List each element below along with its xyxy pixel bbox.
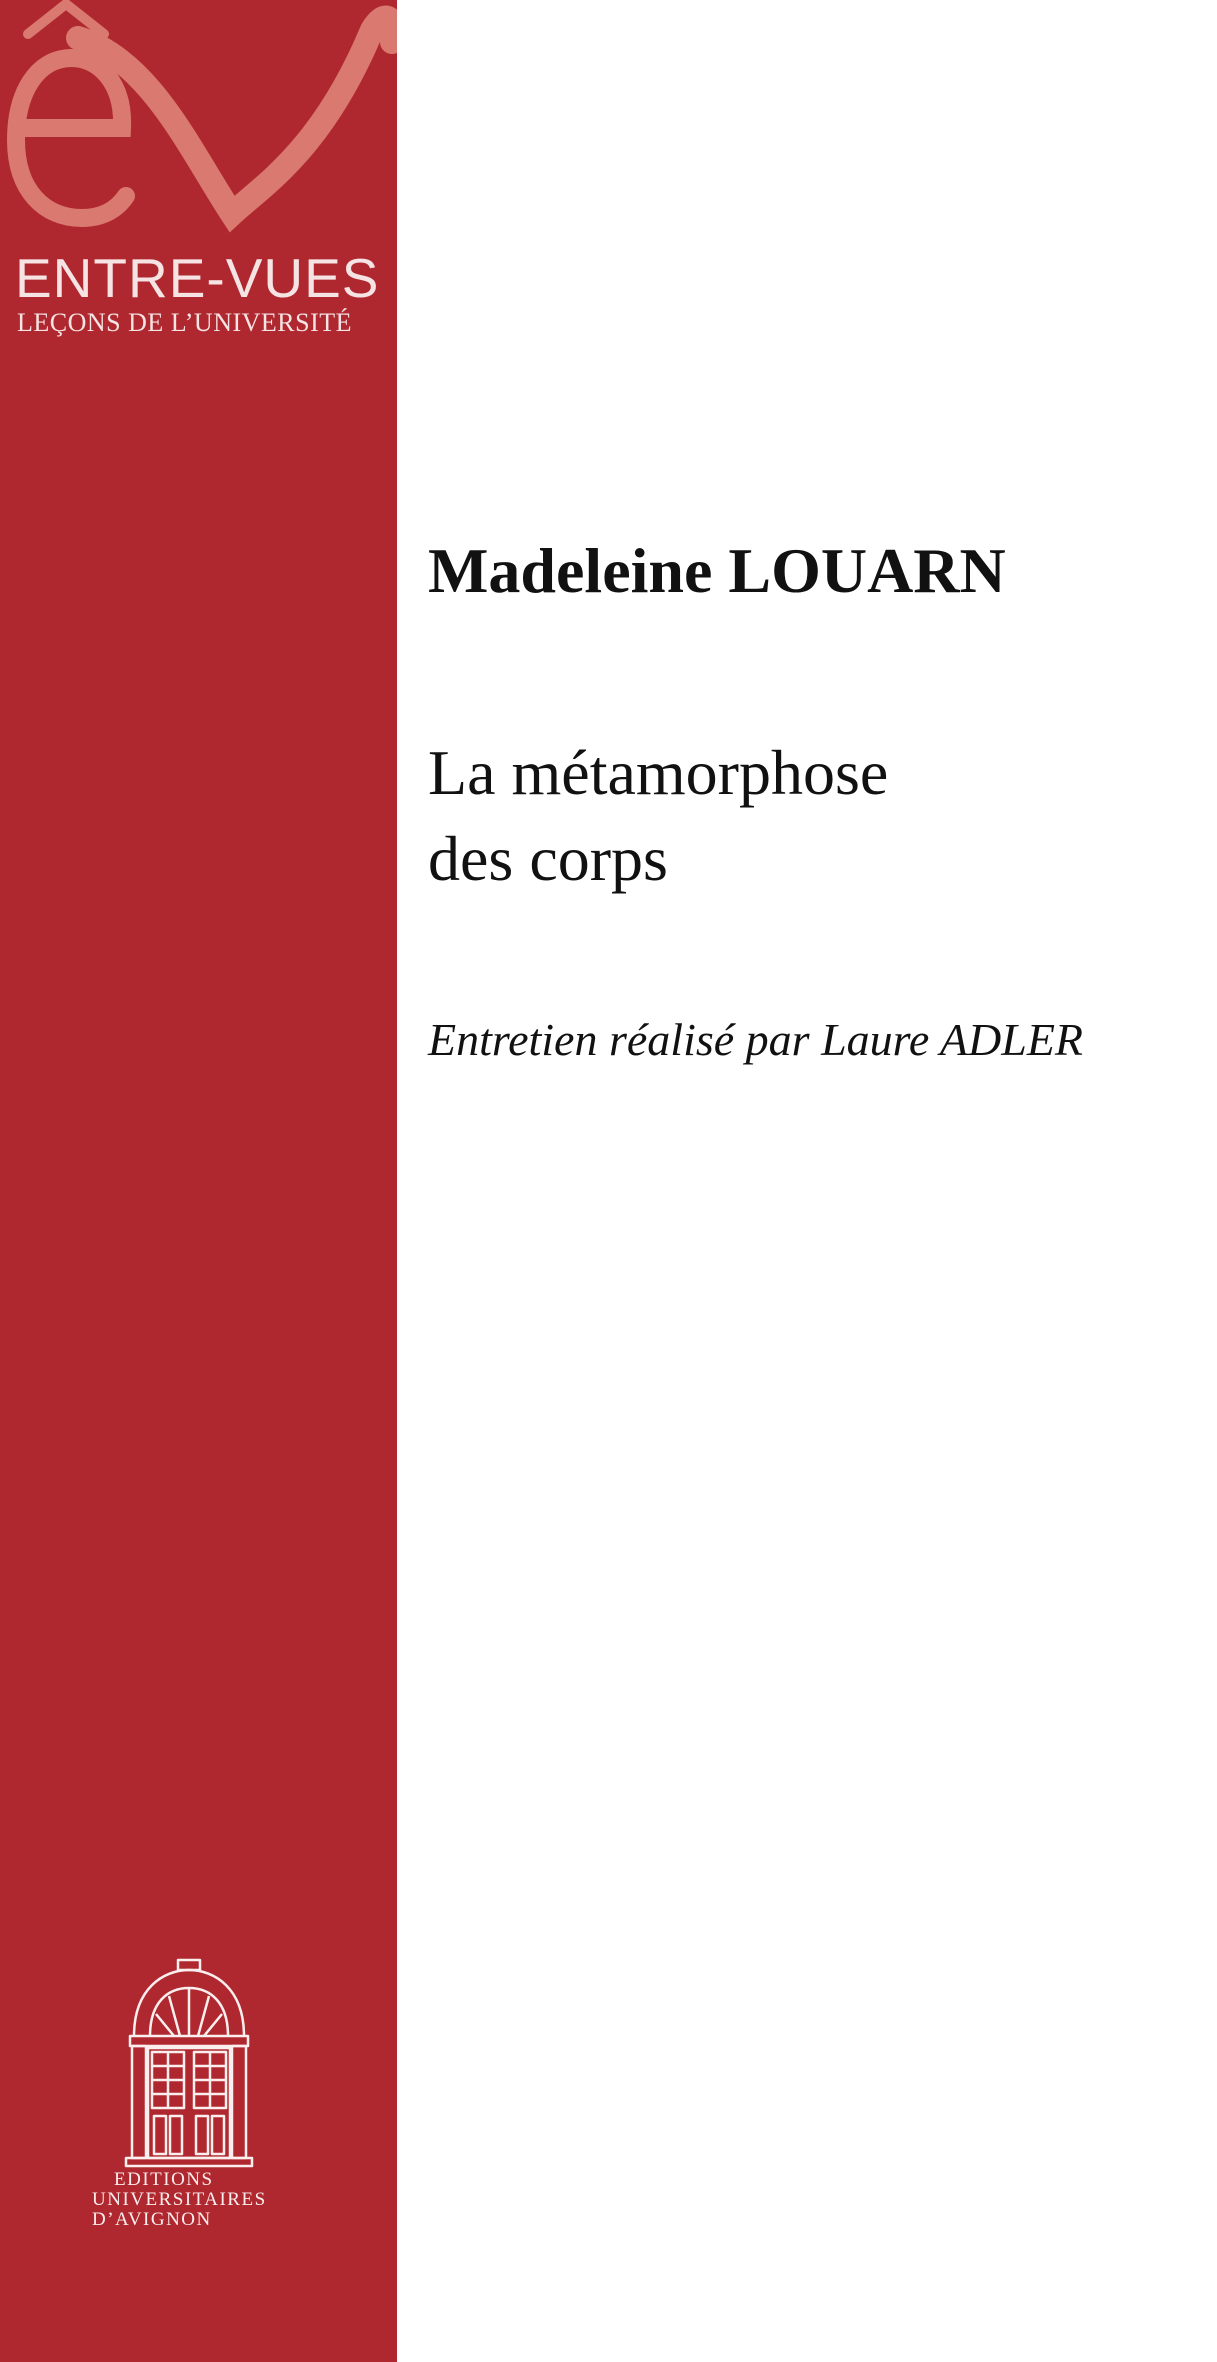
book-title	[428, 730, 1188, 902]
interview-credit: Entretien réalisé par Laure ADLER	[428, 1014, 1084, 1065]
publisher-line: D’AVIGNON	[92, 2209, 212, 2230]
ev-monogram-icon	[0, 0, 397, 250]
series-title: ENTRE-VUES	[15, 247, 380, 309]
book-title-line: La métamorphose	[428, 737, 889, 808]
publisher-line: UNIVERSITAIRES	[92, 2189, 267, 2210]
publisher-name	[92, 2170, 312, 2230]
book-title-line: des corps	[428, 823, 668, 894]
author-name: Madeleine LOUARN	[428, 535, 1006, 606]
cover-side-band	[0, 0, 397, 2362]
series-subtitle: LEÇONS DE L’UNIVERSITÉ	[17, 308, 353, 337]
university-building-icon	[124, 1958, 254, 2168]
publisher-line: EDITIONS	[114, 2169, 214, 2190]
